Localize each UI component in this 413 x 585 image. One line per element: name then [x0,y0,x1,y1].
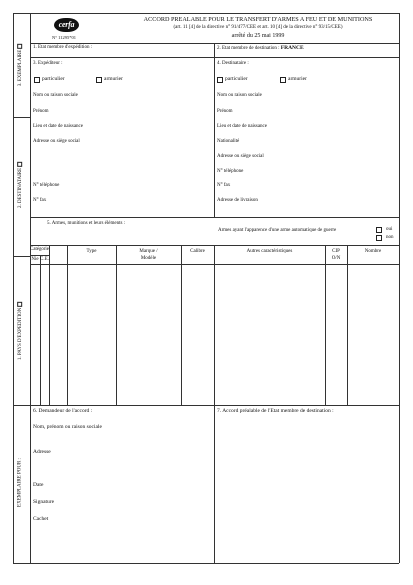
form-date-line: arrêté du 25 mai 1999 [231,33,285,39]
section3-field-telephone: N° téléphone [33,183,60,188]
side-label-exemplaire-pour: EXEMPLAIRE POUR : [17,458,23,507]
section4-field-naissance: Lieu et date de naissance [217,124,267,129]
section5-non-label: non [386,235,394,240]
section3-field-fax: N° fax [33,198,47,203]
section4-field-adresse: Adresse ou siège social [217,154,264,159]
section4-field-nationalite: Nationalité [217,139,240,144]
col-header-marque: Marque / [139,249,158,254]
section6-label: 6. Demandeur de l'accord : [33,408,93,414]
section1-label: 1. Etat membre d'expédition : [33,45,93,50]
section3-armurier-checkbox[interactable] [96,77,102,83]
section4-armurier-checkbox[interactable] [280,77,286,83]
section5-automatic-question: Armes ayant l'apparence d'une arme automatique de guerre [218,228,337,233]
section2-value: FRANCE [280,45,304,51]
section5-oui-checkbox[interactable] [376,227,382,233]
section4-armurier-label: armurier [288,76,307,82]
section3-field-naissance: Lieu et date de naissance [33,124,83,129]
section4-particulier-checkbox[interactable] [217,77,223,83]
section3-field-prenom: Prénom [33,109,49,114]
section7-label: 7. Accord préalable de l'Etat membre de destination : [217,408,334,414]
section2-label: 2. Etat membre de destination : FRANCE [217,45,304,51]
col-header-cip-on: O/N [331,256,341,261]
section1-input[interactable] [110,44,212,55]
cerfa-logo: cerfa [54,18,79,32]
section4-field-livraison: Adresse de livraison [217,198,258,203]
section4-field-nom: Nom ou raison sociale [217,93,262,98]
section3-field-adresse: Adresse ou siège social [33,139,80,144]
col-header-calibre: Calibre [190,249,205,254]
section3-label: 3. Expéditeur : [33,61,63,66]
form-number: N° 11295*01 [52,35,77,40]
section6-field-signature: Signature [33,499,55,505]
form-title: ACCORD PREALABLE POUR LE TRANSFERT D'ARMES A FEU ET DE MUNITIONS [143,16,373,23]
side-label-pays: 1. PAYS D'EXPEDITION [17,287,23,375]
section6-field-nom: Nom, prénom ou raison sociale [33,424,102,430]
section5-oui-label: oui [386,227,393,232]
section4-field-telephone: N° téléphone [217,169,244,174]
weapons-table-body[interactable] [31,265,398,404]
section4-field-prenom: Prénom [217,109,233,114]
side-label-exemplaire: 3. EXEMPLAIRE [17,35,23,95]
col-header-modele: Modèle [140,256,157,261]
col-header-autres: Autres caractéristiques [246,249,293,254]
col-header-ce: C.E. [40,257,49,262]
side-label-destinataire: 2. DESTINATAIRE [17,146,23,224]
section7-input-area[interactable] [216,418,397,561]
section3-armurier-label: armurier [104,76,123,82]
col-header-categorie: Catégorie [30,247,49,252]
section6-field-date: Date [33,482,44,488]
form-subtitle: (art. 11 [4] de la directive n° 91/477/CEE et art. 10 [4] de la directive n° 93/15/CEE) [173,25,343,30]
section3-particulier-checkbox[interactable] [34,77,40,83]
section4-label: 4. Destinataire : [217,61,249,66]
section4-particulier-label: particulier [225,76,248,82]
section4-field-fax: N° fax [217,183,231,188]
col-header-nombre: Nombre [364,249,382,254]
section3-particulier-label: particulier [42,76,65,82]
section6-field-cachet: Cachet [33,516,49,522]
col-header-type: Type [86,249,97,254]
section6-field-adresse: Adresse [33,449,51,455]
col-header-nie: Nie [31,257,39,262]
col-header-cip: CIP [332,249,340,254]
section3-field-nom: Nom ou raison sociale [33,93,78,98]
section5-label: 5. Armes, munitions et leurs éléments : [47,221,126,226]
section5-non-checkbox[interactable] [376,235,382,241]
